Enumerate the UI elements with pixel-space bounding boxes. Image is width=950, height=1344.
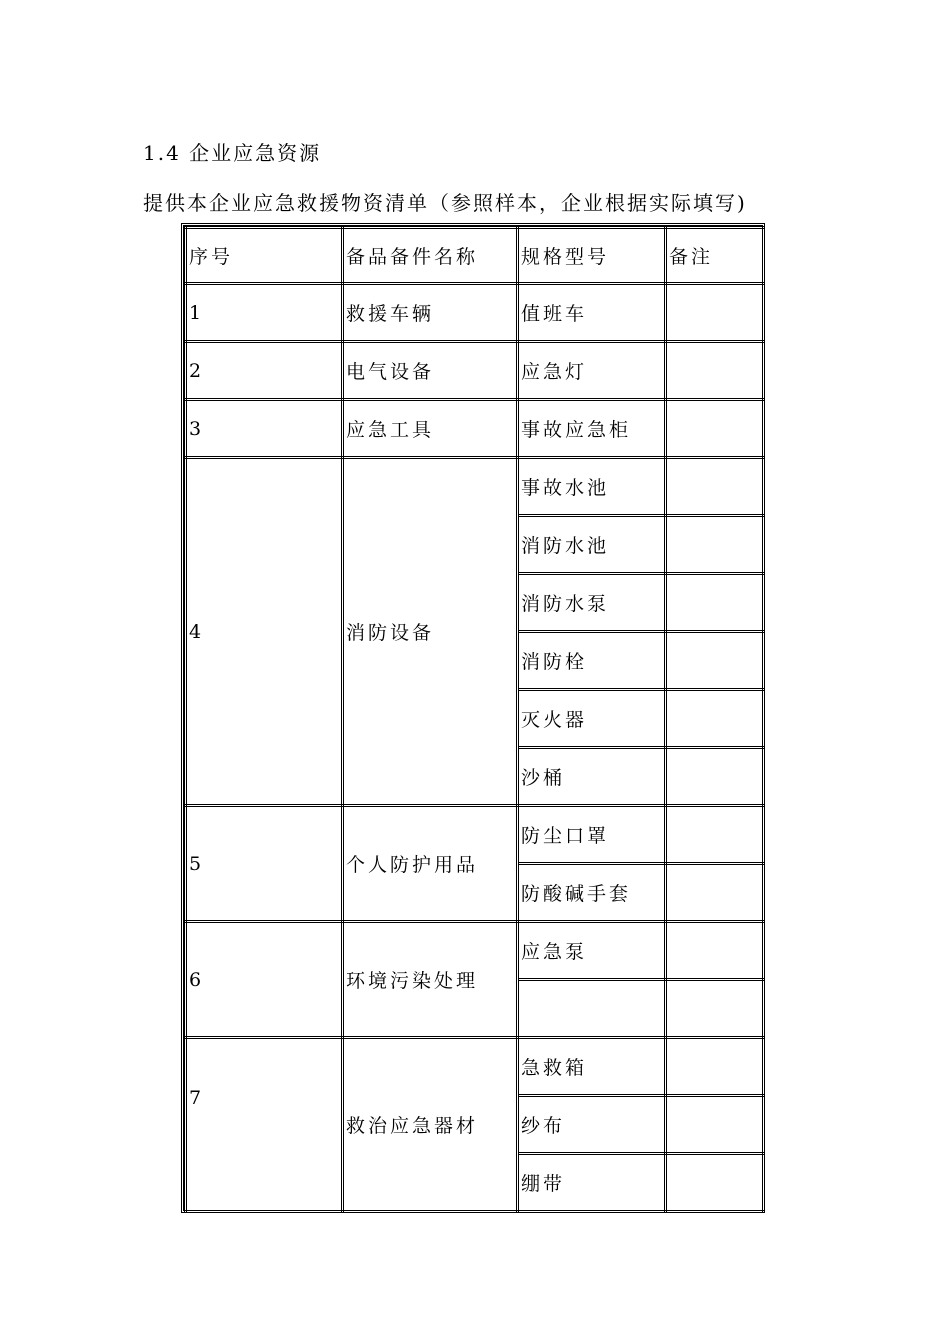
- remark-cell: [666, 864, 764, 922]
- table-row: [186, 342, 764, 400]
- spec-cell: 事故应急柜: [518, 400, 666, 458]
- serial-cell: 1: [186, 284, 343, 342]
- section-heading: 1.4 企业应急资源: [143, 141, 322, 165]
- table-row: [186, 806, 764, 864]
- header-name: 备品备件名称: [343, 228, 518, 284]
- name-cell: 消防设备: [343, 458, 518, 806]
- name-cell: 个人防护用品: [343, 806, 518, 922]
- remark-cell: [666, 574, 764, 632]
- remark-cell: [666, 980, 764, 1038]
- spec-cell: 防酸碱手套: [518, 864, 666, 922]
- emergency-supplies-table: [184, 226, 765, 1213]
- remark-cell: [666, 632, 764, 690]
- name-cell: 环境污染处理: [343, 922, 518, 1038]
- spec-cell: 急救箱: [518, 1038, 666, 1096]
- name-cell: 救援车辆: [343, 284, 518, 342]
- header-spec: 规格型号: [518, 228, 666, 284]
- table-row: [186, 1038, 764, 1096]
- spec-cell: 纱布: [518, 1096, 666, 1154]
- remark-cell: [666, 1154, 764, 1212]
- spec-cell: 消防栓: [518, 632, 666, 690]
- remark-cell: [666, 806, 764, 864]
- name-cell: 救治应急器材: [343, 1038, 518, 1212]
- remark-cell: [666, 748, 764, 806]
- spec-cell: 防尘口罩: [518, 806, 666, 864]
- spec-cell: 事故水池: [518, 458, 666, 516]
- remark-cell: [666, 284, 764, 342]
- remark-cell: [666, 342, 764, 400]
- remark-cell: [666, 1038, 764, 1096]
- remark-cell: [666, 1096, 764, 1154]
- spec-cell: 应急泵: [518, 922, 666, 980]
- section-intro: 提供本企业应急救援物资清单（参照样本，企业根据实际填写): [143, 191, 747, 215]
- spec-cell: 消防水池: [518, 516, 666, 574]
- table-row: [186, 458, 764, 516]
- spec-cell: 绷带: [518, 1154, 666, 1212]
- spec-cell: 应急灯: [518, 342, 666, 400]
- serial-cell: 4: [186, 458, 343, 806]
- remark-cell: [666, 458, 764, 516]
- spec-cell: 消防水泵: [518, 574, 666, 632]
- remark-cell: [666, 922, 764, 980]
- serial-cell: 6: [186, 922, 343, 1038]
- remark-cell: [666, 690, 764, 748]
- spec-cell: 灭火器: [518, 690, 666, 748]
- serial-cell: 2: [186, 342, 343, 400]
- remark-cell: [666, 516, 764, 574]
- spec-cell: 值班车: [518, 284, 666, 342]
- spec-cell: 沙桶: [518, 748, 666, 806]
- name-cell: 电气设备: [343, 342, 518, 400]
- serial-cell: 3: [186, 400, 343, 458]
- serial-cell: 7: [186, 1038, 343, 1212]
- name-cell: 应急工具: [343, 400, 518, 458]
- table-row: [186, 284, 764, 342]
- header-remark: 备注: [666, 228, 764, 284]
- table-header-row: [186, 228, 764, 284]
- serial-cell: 5: [186, 806, 343, 922]
- header-serial: 序号: [186, 228, 343, 284]
- remark-cell: [666, 400, 764, 458]
- table-row: [186, 922, 764, 980]
- table-row: [186, 400, 764, 458]
- spec-cell: [518, 980, 666, 1038]
